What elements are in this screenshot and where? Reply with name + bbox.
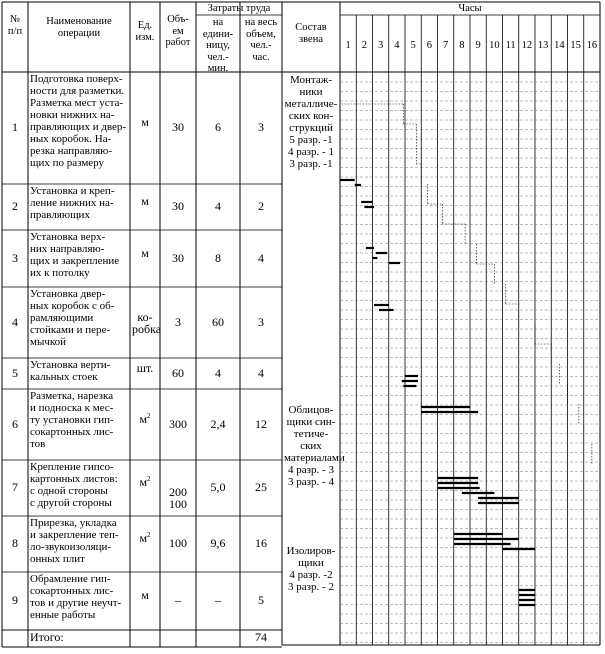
labor-total: 25 bbox=[255, 480, 267, 494]
labor-per-unit: 4 bbox=[215, 365, 221, 380]
work-volume: 200 100 bbox=[169, 485, 187, 511]
operation-name: Установка верх- них направляю- щих и закрепление их к потолку bbox=[30, 231, 120, 279]
unit-of-measure bbox=[132, 247, 158, 273]
operation-name: Подготовка поверх- ности для разметки. Разметка мест уста- новки нижних на- правляющих и двер- ных коробок. На- резка направляю- щих по размеру bbox=[30, 73, 127, 169]
header-labor: Затраты труда bbox=[207, 3, 271, 14]
labor-per-unit: 4 bbox=[215, 199, 221, 213]
total-label: Итого: bbox=[30, 630, 64, 644]
unit-text: м bbox=[141, 245, 149, 260]
hour-number-10: 10 bbox=[489, 40, 500, 51]
hour-number-3: 3 bbox=[378, 40, 384, 51]
header-operation: Наименование операции bbox=[46, 16, 112, 39]
unit-text: м bbox=[141, 115, 149, 129]
operation-name: Установка верти- кальных стоек bbox=[30, 359, 111, 383]
hour-number-2: 2 bbox=[361, 40, 367, 51]
labor-total: 16 bbox=[255, 536, 267, 550]
header-labor-per-unit: на едини- ницу, чел.- мин. bbox=[202, 17, 234, 74]
hour-number-15: 15 bbox=[570, 40, 581, 51]
hour-number-11: 11 bbox=[505, 40, 516, 51]
labor-total: 3 bbox=[258, 314, 264, 329]
row-number: 9 bbox=[12, 593, 18, 607]
header-number: № п/п bbox=[7, 14, 23, 37]
unit-text: м bbox=[141, 588, 149, 602]
operation-name: Установка и креп- ление нижних на- правляющих bbox=[30, 185, 115, 221]
row-number: 7 bbox=[12, 480, 18, 494]
row-number: 3 bbox=[12, 250, 18, 265]
labor-per-unit: – bbox=[215, 593, 221, 607]
work-volume: 30 bbox=[172, 250, 184, 265]
hour-number-1: 1 bbox=[345, 40, 351, 51]
unit-superscript: 2 bbox=[147, 531, 151, 539]
work-volume: 3 bbox=[175, 314, 181, 329]
row-number: 2 bbox=[12, 199, 18, 213]
unit-text: м bbox=[139, 411, 148, 426]
operation-name: Установка двер- ных коробок с об- рамляющими стойками и пере- мычкой bbox=[30, 288, 115, 348]
operation-name: Крепление гипсо- картонных листов: с одной стороны с другой стороны bbox=[30, 461, 118, 509]
operation-name: Разметка, нарезка и подноска к мес- ту установки гип- сокартонных лис- тов bbox=[30, 390, 114, 450]
hour-number-7: 7 bbox=[443, 40, 449, 51]
unit-superscript: 2 bbox=[147, 475, 151, 483]
operation-name: Прирезка, укладка и закрепление теп- ло-звукоизоляци- онных плит bbox=[30, 517, 119, 565]
unit-of-measure bbox=[132, 362, 158, 388]
work-volume: 100 bbox=[169, 536, 187, 550]
header-volume: Объ- ем работ bbox=[165, 14, 191, 48]
work-volume: 30 bbox=[172, 120, 184, 134]
row-number: 5 bbox=[12, 365, 18, 380]
header-unit: Ед. изм. bbox=[135, 20, 155, 43]
unit-of-measure bbox=[132, 476, 158, 502]
hour-number-5: 5 bbox=[410, 40, 416, 51]
hour-number-12: 12 bbox=[521, 40, 533, 51]
work-volume: – bbox=[175, 593, 181, 607]
hour-number-6: 6 bbox=[426, 40, 432, 51]
work-volume: 300 bbox=[169, 416, 187, 431]
hour-number-8: 8 bbox=[459, 40, 465, 51]
total-value: 74 bbox=[255, 630, 267, 644]
labor-total: 2 bbox=[258, 199, 264, 213]
labor-total: 12 bbox=[255, 416, 267, 431]
crew-composition: Изолиров- щики 4 разр. -2 3 разр. - 2 bbox=[286, 545, 336, 593]
hour-number-14: 14 bbox=[554, 40, 565, 51]
row-number: 8 bbox=[12, 536, 18, 550]
unit-of-measure bbox=[132, 413, 158, 439]
unit-of-measure bbox=[132, 589, 158, 615]
labor-total: 5 bbox=[258, 593, 264, 607]
unit-of-measure bbox=[132, 532, 158, 558]
crew-composition: Монтаж- ники металличе- ских кон- струкций 5 разр. -1 4 разр. - 1 3 разр. -1 bbox=[284, 74, 338, 170]
labor-total: 3 bbox=[258, 120, 264, 134]
work-volume: 30 bbox=[172, 199, 184, 213]
hour-number-4: 4 bbox=[394, 40, 400, 51]
labor-per-unit: 60 bbox=[212, 314, 224, 329]
row-number: 4 bbox=[12, 314, 18, 329]
hour-number-13: 13 bbox=[537, 40, 549, 51]
header-crew: Состав звена bbox=[295, 22, 327, 45]
hour-number-16: 16 bbox=[586, 40, 598, 51]
row-number: 1 bbox=[12, 120, 18, 134]
hour-number-9: 9 bbox=[475, 40, 481, 51]
unit-text: м bbox=[141, 194, 149, 208]
labor-per-unit: 5,0 bbox=[210, 480, 226, 494]
unit-of-measure bbox=[132, 195, 158, 221]
unit-text: ко- робка bbox=[132, 309, 162, 336]
crew-composition: Облицов- щики син- тетиче- ских материалами 4 разр. - 3 3 разр. - 4 bbox=[284, 404, 345, 488]
unit-of-measure bbox=[132, 116, 158, 142]
unit-text: шт. bbox=[136, 360, 154, 375]
labor-per-unit: 9,6 bbox=[210, 536, 226, 550]
operation-name: Обрамление гип- сокартонных лис- тов и другие неучт- енные работы bbox=[30, 573, 122, 621]
labor-total: 4 bbox=[258, 365, 264, 380]
labor-per-unit: 6 bbox=[215, 120, 221, 134]
unit-text: м bbox=[139, 531, 148, 545]
labor-total: 4 bbox=[258, 250, 264, 265]
unit-of-measure bbox=[132, 309, 162, 337]
unit-superscript: 2 bbox=[147, 411, 151, 420]
labor-per-unit: 2,4 bbox=[210, 416, 226, 431]
header-labor-total: на весь объем, чел.- час. bbox=[244, 17, 278, 63]
row-number: 6 bbox=[12, 416, 18, 431]
work-volume: 60 bbox=[172, 365, 184, 380]
header-hours: Часы bbox=[458, 3, 482, 14]
unit-text: м bbox=[139, 475, 148, 489]
labor-per-unit: 8 bbox=[215, 250, 221, 265]
